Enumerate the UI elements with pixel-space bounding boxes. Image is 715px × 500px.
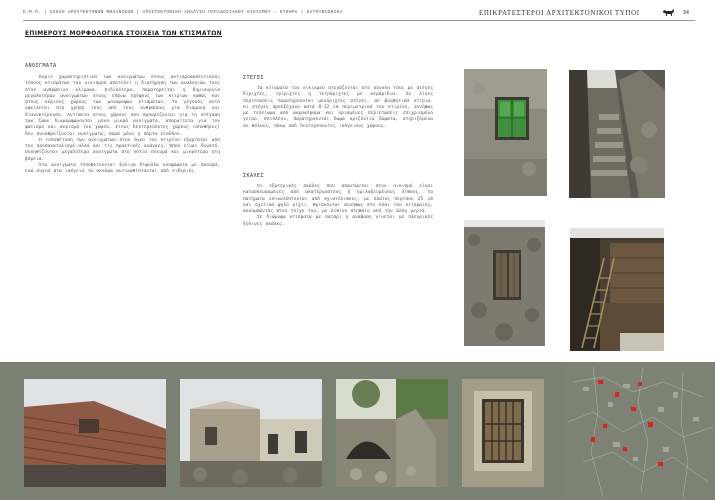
stairs-paragraph: Σε διώροφα κτίσματα με πατάρι η ανάβαση γίνεται με πλευρικές ξύλινες σκάλες. — [243, 215, 433, 227]
photo-barred-window — [462, 379, 544, 487]
page-number: 34 — [683, 10, 690, 16]
header-breadcrumb: Ε.Μ.Π. | ΣΧΟΛΗ ΑΡΧΙΤΕΚΤΟΝΩΝ ΜΗΧΑΝΙΚΩΝ | ΑΡΧΙΤΕΚΤΟΝΙΚΗ ΑΝΑΛΥΣΗ ΠΑΡΑΔΟΣΙΑΚΟΥ ΟΙΚΙΣΜΟΥ – ΚΥΘΗΡΑ | ΚΑΤΟΥΝΙΩΝΙΚΑ — [23, 10, 343, 15]
photo-wooden-ladder — [570, 228, 664, 351]
header-divider — [23, 20, 695, 21]
photo-tiled-roof — [24, 379, 166, 487]
openings-paragraph: Στα ανοίγματα τοποθετούνται ξύλινα δίφυλλα κουφώματα με σκούρα, ενώ συχνά στα ισόγεια τα σκούρα αντικαθίστανται από σιδεριές. — [25, 162, 220, 175]
section-heading-roofs: ΣΤΕΓΕΣ — [243, 75, 265, 81]
openings-paragraph: Κύριο χαρακτηριστικό των ανοιγμάτων στους αντιπροσωπευτικούς τύπους κτισμάτων του οικισμού αποτελεί η διατήρηση των αναλογιών τους στον ανθρώπινο κλίμακα. Ειδικότερα, παρατηρείται η δημιουργία μεγαλύτερων ανοιγμάτων στους επάνω ορόφους των κτιρίων καθώς και στους κύριους χώρους των μονώροφων κτισμάτων. Το γεγονός αυτό οφείλεται στη χρήση τους από τους ανθρώπους για διαμονή και διανυκτέρευση. Αντίθετα στους χώρους που προορίζονται για τη στέγαση των ζώων διαμορφώνονται μόνο μικρά ανοίγματα, απαραίτητα για τον φωτισμό και αερισμό του χώρου. Στους δευτερεύοντες χώρους (αποθήκες) δεν συναθροίζονται ανοίγματα, παρά μόνο η πόρτα εισόδου. — [25, 75, 220, 137]
goat-icon — [662, 8, 675, 17]
openings-text — [25, 75, 220, 176]
section-heading-stairs: ΣΚΑΛΕΣ — [243, 173, 265, 179]
roofs-text — [243, 86, 433, 130]
photo-ruined-house — [180, 379, 322, 487]
photo-wooden-shutter — [464, 220, 545, 346]
stairs-paragraph: Οι εξωτερικές σκάλες που απαντώνται στον οικισμό είναι κατασκευασμένες από ακατέργαστους ή ημιλαξευμένους λίθους. Τα πατήματα επικαλύπτονται από σχιστόλιθους, με πλάτος περίπου 25 cm και σχετικά ψηλό ρίχτι. Βρίσκονται συνήθως στο πλάι του κτίσματος, ακουμπώντας στον τοίχο του, με λίθινο στηθαίο από την άλλη μεριά. — [243, 184, 433, 215]
site-map-icon — [563, 362, 715, 500]
photo-vaulted-ruin — [336, 379, 448, 487]
photo-stone-stairs — [569, 70, 665, 198]
roofs-paragraph: Τα κτίσματα του οικισμού στεγάζονται στο σύνολο τους με στέγες δίριχτες, τρίριχτες ή τετράριχτες με κεραμίδια. Σε λίγες περιπτώσεις παρατηρούνται μονόριχτες στέγες, σε βοηθητικά κτίρια. Οι στέγες προεξέχουν κατά 8-12 cm περιμετρικά του κτιρίου, συνήθως με τελείωμα από ακροκέραμα και ορισμένες περιπτώσεις επιχρισμένο γείσο. Επιπλέον, παρατηρούνται δωμά οριζόντια δώματα, στηριζόμενα σε θόλους, πάνω από δευτερεύοντες ισόγειους χώρους. — [243, 86, 433, 129]
page-title: ΕΠΙΜΕΡΟΥΣ ΜΟΡΦΟΛΟΓΙΚΑ ΣΤΟΙΧΕΙΑ ΤΩΝ ΚΤΙΣΜΑΤΩΝ — [25, 30, 222, 37]
section-heading-openings: ΑΝΟΙΓΜΑΤΑ — [25, 63, 57, 69]
openings-paragraph: Η τοποθέτηση των ανοιγμάτων στον όγκο του κτιρίου εξαρτάται από τον προσανατολισμό αλλά και τις πρακτικές ανάγκες. Όπου είναι δυνατό, συνηθίζονται μεγαλύτερα ανοίγματα στη νότια πλευρά και μικρότερα στη βόρεια. — [25, 137, 220, 162]
stairs-text — [243, 184, 433, 228]
header-section-title: ΕΠΙΚΡΑΤΕΣΤΕΡΟΙ ΑΡΧΙΤΕΚΤΟΝΙΚΟΙ ΤΥΠΟΙ — [479, 9, 640, 17]
photo-green-window — [464, 69, 547, 196]
